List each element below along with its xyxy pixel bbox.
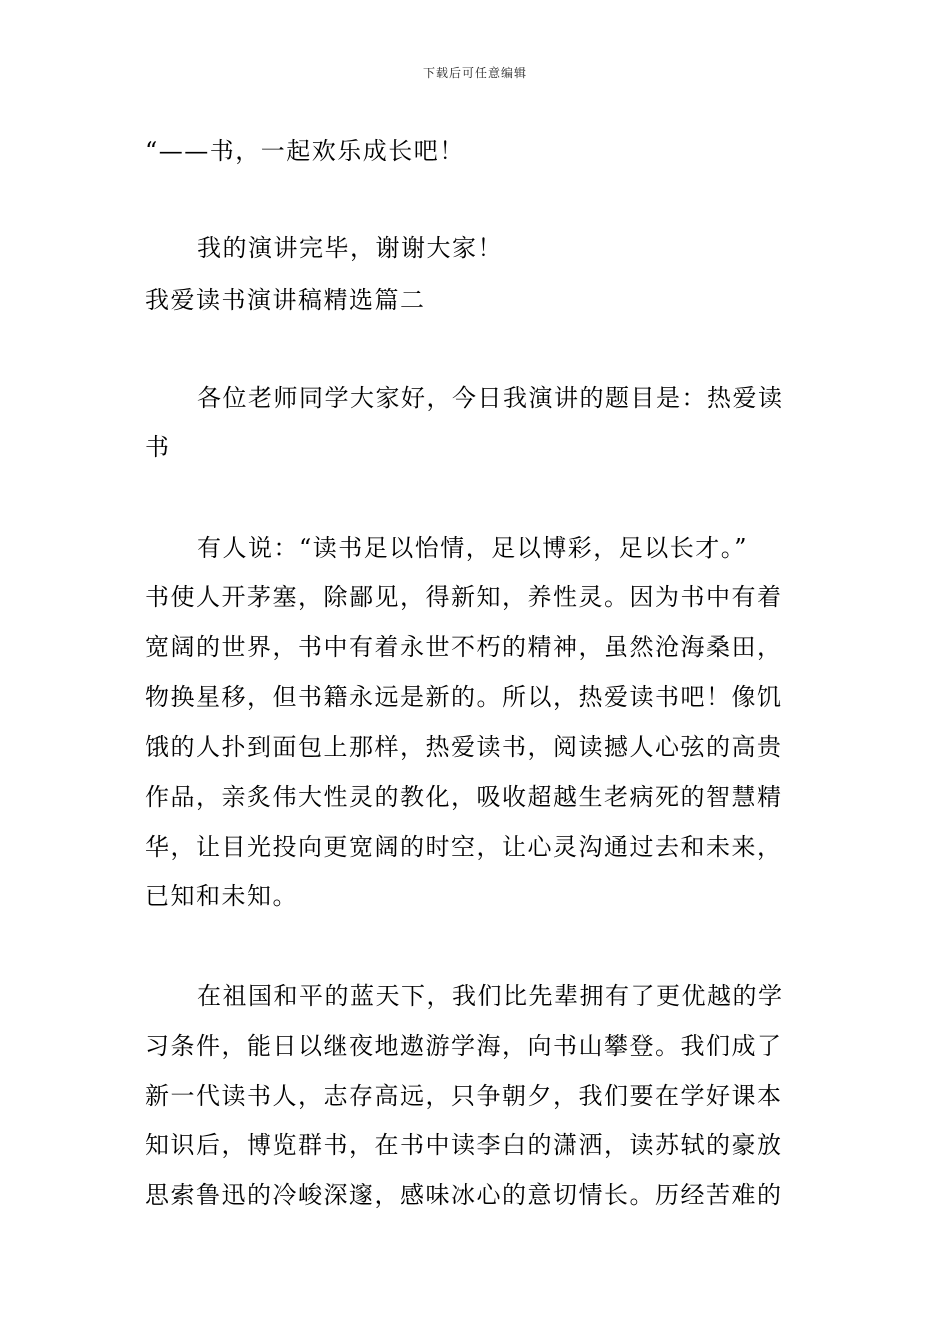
text-line: “——书，一起欢乐成长吧！	[145, 137, 465, 165]
text-line: 知识后，博览群书，在书中读李白的潇洒，读苏轼的豪放	[145, 1131, 783, 1159]
text-line: 作品，亲炙伟大性灵的教化，吸收超越生老病死的智慧精	[145, 783, 783, 811]
text-line: 思索鲁迅的冷峻深邃，感味冰心的意切情长。历经苦难的	[145, 1181, 783, 1209]
text-line: 习条件，能日以继夜地遨游学海，向书山攀登。我们成了	[145, 1032, 783, 1060]
text-line: 在祖国和平的蓝天下，我们比先辈拥有了更优越的学	[197, 982, 784, 1010]
text-line: 已知和未知。	[145, 882, 298, 910]
text-line: 饿的人扑到面包上那样，热爱读书，阅读撼人心弦的高贵	[145, 733, 783, 761]
text-line: 有人说：“读书足以怡情，足以博彩，足以长才。”	[197, 534, 749, 562]
text-line: 我的演讲完毕，谢谢大家！	[197, 234, 503, 262]
text-line: 各位老师同学大家好，今日我演讲的题目是：热爱读	[197, 384, 784, 412]
page-header-note: 下载后可任意编辑	[422, 66, 527, 80]
text-line: 物换星移，但书籍永远是新的。所以，热爱读书吧！像饥	[145, 683, 783, 711]
text-line: 华，让目光投向更宽阔的时空，让心灵沟通过去和未来，	[145, 833, 783, 861]
text-line: 书	[145, 433, 171, 461]
text-line: 新一代读书人，志存高远，只争朝夕，我们要在学好课本	[145, 1082, 783, 1110]
text-line: 书使人开茅塞，除鄙见，得新知，养性灵。因为书中有着	[145, 583, 783, 611]
section-heading: 我爱读书演讲稿精选篇二	[145, 286, 426, 314]
text-line: 宽阔的世界，书中有着永世不朽的精神，虽然沧海桑田，	[145, 633, 783, 661]
